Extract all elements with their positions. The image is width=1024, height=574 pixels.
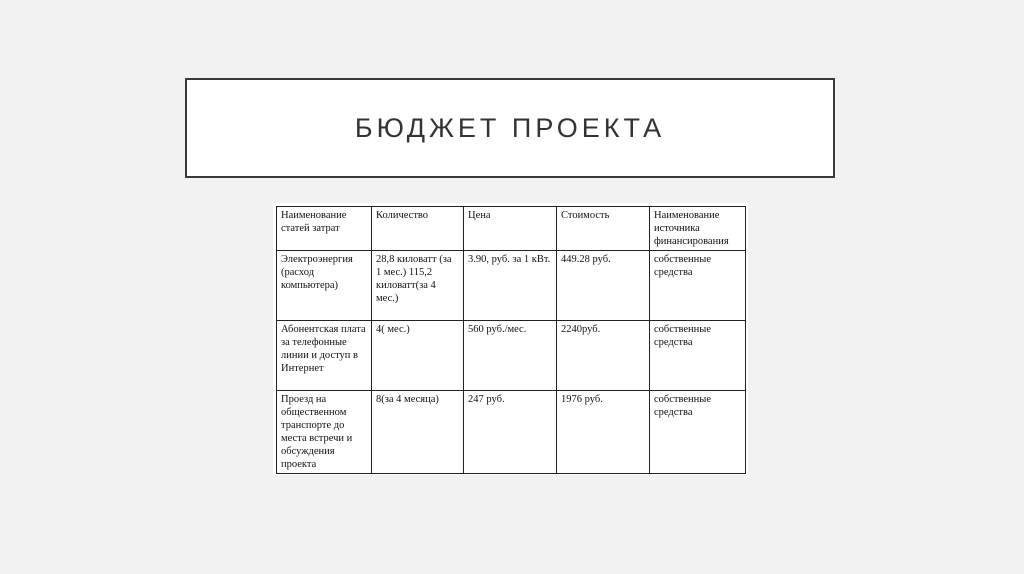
header-item: Наименование статей затрат <box>277 207 372 251</box>
budget-table <box>276 206 746 474</box>
cell-item: Электроэнергия (расход компьютера) <box>277 251 372 321</box>
table-row <box>277 391 746 474</box>
cell-quantity: 8(за 4 месяца) <box>372 391 464 474</box>
title-box <box>185 78 835 178</box>
table-header-row <box>277 207 746 251</box>
header-price: Цена <box>464 207 557 251</box>
header-source: Наименование источника финансирования <box>650 207 746 251</box>
budget-table-container <box>273 203 748 475</box>
cell-source: собственные средства <box>650 251 746 321</box>
cell-price: 560 руб./мес. <box>464 321 557 391</box>
cell-cost: 1976 руб. <box>557 391 650 474</box>
header-cost: Стоимость <box>557 207 650 251</box>
cell-source: собственные средства <box>650 391 746 474</box>
cell-price: 247 руб. <box>464 391 557 474</box>
header-quantity: Количество <box>372 207 464 251</box>
slide-title: БЮДЖЕТ ПРОЕКТА <box>354 112 666 143</box>
cell-source: собственные средства <box>650 321 746 391</box>
cell-quantity: 28,8 киловатт (за 1 мес.) 115,2 киловатт(за 4 мес.) <box>372 251 464 321</box>
cell-price: 3.90, руб. за 1 кВт. <box>464 251 557 321</box>
cell-cost: 449.28 руб. <box>557 251 650 321</box>
table-row <box>277 321 746 391</box>
cell-cost: 2240руб. <box>557 321 650 391</box>
cell-item: Абонентская плата за телефонные линии и доступ в Интернет <box>277 321 372 391</box>
cell-item: Проезд на общественном транспорте до места встречи и обсуждения проекта <box>277 391 372 474</box>
table-row <box>277 251 746 321</box>
cell-quantity: 4( мес.) <box>372 321 464 391</box>
